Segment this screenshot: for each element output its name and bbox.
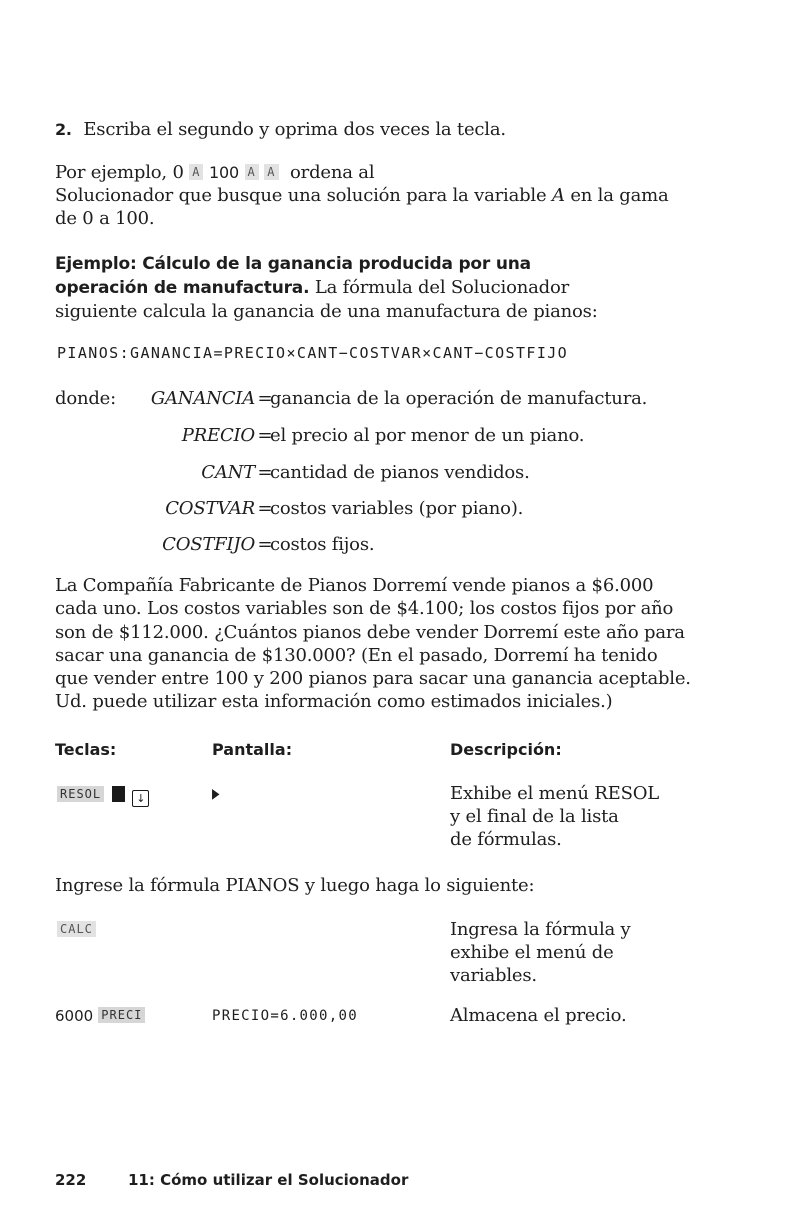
row1-description: Exhibe el menú RESOL y el final de la lista de fórmulas. [450,783,660,850]
display-preci: PRECIO=6.000,00 [212,1008,358,1024]
shift-key-icon [112,786,125,802]
preci-key: PRECI [98,1007,145,1023]
row3-description: Almacena el precio. [450,1005,627,1026]
row2-description: Ingresa la fórmula y exhibe el menú de variables. [450,919,631,986]
solver-formula: PIANOS:GANANCIA=PRECIO×CANT−COSTVAR×CANT−COSTFIJO [57,344,569,362]
header-display: Pantalla: [212,740,293,759]
row3-keys [55,1006,145,1025]
display-arrow-indicator: ▶ [212,786,220,802]
down-arrow-key-icon: ↓ [132,790,149,807]
value-6000: 6000 [55,1007,94,1025]
resol-key: RESOL [57,786,104,802]
key-a: A [264,164,278,180]
problem-paragraph: La Compañía Fabricante de Pianos Dorremí vende pianos a $6.000 cada uno. Los costos variables son de $4.100; los costos fijos por año son de $112.000. ¿Cuántos pianos debe vender Dorremí este año para sacar una ganancia de $130.000? (En el pasado, Dorremí ha tenido que vender entre 100 y 200 pianos para sacar una ganancia aceptable. Ud. puede utilizar esta información como estimados iniciales.) [55,575,691,713]
example-line-2: Solucionador que busque una solución para la variable A en la gama [55,185,669,206]
definitions-prefix: donde: [55,388,116,409]
step-number: 2. [55,120,72,139]
row2-keys [57,920,96,939]
key-a: A [189,164,203,180]
example-heading-paragraph [55,253,715,323]
example-line-1: Por ejemplo, 0 A 100 A A ordena al [55,162,375,183]
key-a: A [245,164,259,180]
page-number: 222 [55,1171,87,1189]
section-heading: Ejemplo: Cálculo de la ganancia producida por una [55,254,531,274]
heading-line-2: operación de manufactura. La fórmula del Solucionador [55,277,569,298]
header-description: Descripción: [450,740,562,759]
step-text: Escriba el segundo y oprima dos veces la tecla. [83,119,506,140]
step-2 [55,118,506,141]
example-paragraph [55,161,695,230]
calc-key: CALC [57,921,96,937]
chapter-title: 11: Cómo utilizar el Solucionador [128,1171,409,1189]
intermediate-instruction: Ingrese la fórmula PIANOS y luego haga lo siguiente: [55,875,535,896]
heading-line-3: siguiente calcula la ganancia de una manufactura de pianos: [55,301,598,322]
row1-keys [57,785,149,807]
header-keys: Teclas: [55,740,117,759]
example-line-3: de 0 a 100. [55,208,155,229]
